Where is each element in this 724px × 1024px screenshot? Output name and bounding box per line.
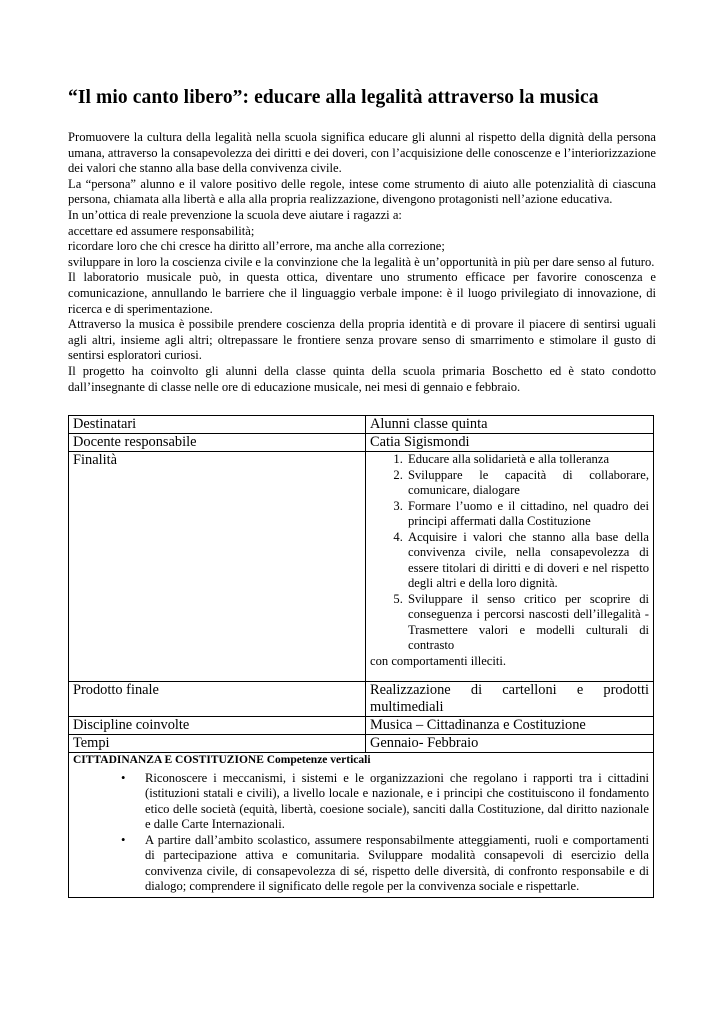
label-cell: Tempi xyxy=(69,735,366,753)
label-cell: Discipline coinvolte xyxy=(69,717,366,735)
bullet-icon: • xyxy=(121,770,126,785)
bullet-icon: • xyxy=(121,832,126,847)
list-item: 3. Formare l’uomo e il cittadino, nel quadro dei principi affermati dalla Costituzione xyxy=(406,499,649,530)
label-cell: Finalità xyxy=(69,452,366,682)
list-item xyxy=(121,770,649,833)
value-cell: Realizzazione di cartelloni e prodotti multimediali xyxy=(366,682,654,717)
paragraph: La “persona” alunno e il valore positivo delle regole, intese come strumento di aiuto alle potenzialità di ciascuna persona, chiamata alla libertà e alla alla propria realizzazione, divengono protagonisti nell’azione educativa. xyxy=(68,176,656,207)
label-cell: Destinatari xyxy=(69,416,366,434)
list-item: 4. Acquisire i valori che stanno alla base della convivenza civile, nella consapevolezza di essere titolari di diritti e di doveri e nel rispetto degli altri e della loro dignità. xyxy=(406,530,649,592)
paragraph: Attraverso la musica è possibile prendere coscienza della propria identità e di provare il piacere di sentirsi uguali agli altri, insieme agli altri; oltrepassare le frontiere senza provare senso di smarrimento e stimolare il gusto di sentirsi esploratori curiosi. xyxy=(68,317,656,363)
table-row xyxy=(69,416,654,434)
document-title: “Il mio canto libero”: educare alla legalità attraverso la musica xyxy=(68,87,599,108)
paragraph: Il progetto ha coinvolto gli alunni della classe quinta della scuola primaria Boschetto ed è stato condotto dall’insegnante di classe nelle ore di educazione musicale, nei mesi di gennaio e febbraio. xyxy=(68,363,656,394)
list-item: 2. Sviluppare le capacità di collaborare, comunicare, dialogare xyxy=(406,468,649,499)
paragraph: ricordare loro che chi cresce ha diritto all’errore, ma anche alla correzione; xyxy=(68,239,445,254)
table-row xyxy=(69,753,654,898)
table-row xyxy=(69,735,654,753)
list-item xyxy=(121,832,649,895)
finalita-list xyxy=(370,452,649,654)
paragraph: Promuovere la cultura della legalità nella scuola significa educare gli alunni al rispetto della dignità della persona umana, attraverso la consapevolezza dei diritti e dei doveri, con l’acquisizione delle conoscenze e l’interiorizzazione dei valori che stanno alla base della convivenza civile. xyxy=(68,130,656,176)
intro-text xyxy=(68,130,656,395)
paragraph: In un’ottica di reale prevenzione la scuola deve aiutare i ragazzi a: xyxy=(68,207,402,222)
paragraph: accettare ed assumere responsabilità; xyxy=(68,223,255,238)
finalita-cell xyxy=(366,452,654,682)
paragraph: Il laboratorio musicale può, in questa ottica, diventare uno strumento efficace per favorire conoscenza e comunicazione, annullando le barriere che il linguaggio verbale impone: è il luogo privilegiato di innovazione, di ricerca e di sperimentazione. xyxy=(68,270,656,316)
table-row xyxy=(69,682,654,717)
list-item: 1. Educare alla solidarietà e alla tolleranza xyxy=(406,452,649,468)
table-row xyxy=(69,717,654,735)
competenze-heading: CITTADINANZA E COSTITUZIONE Competenze verticali xyxy=(73,754,371,767)
label-cell: Docente responsabile xyxy=(69,434,366,452)
value-cell: Musica – Cittadinanza e Costituzione xyxy=(366,717,654,735)
competenze-cell xyxy=(69,753,654,898)
list-item: 5. Sviluppare il senso critico per scoprire di conseguenza i percorsi nascosti dell’illegalità -Trasmettere valori e modelli culturali di contrasto xyxy=(406,592,649,654)
value-cell: Catia Sigismondi xyxy=(366,434,654,452)
value-cell: Gennaio- Febbraio xyxy=(366,735,654,753)
paragraph: sviluppare in loro la coscienza civile e la convinzione che la legalità è un’opportunità in più per dare senso al futuro. xyxy=(68,254,655,269)
table-row xyxy=(69,434,654,452)
table-row xyxy=(69,452,654,682)
competenze-list xyxy=(73,771,649,895)
label-cell: Prodotto finale xyxy=(69,682,366,717)
project-table xyxy=(68,415,654,898)
list-item-text: Riconoscere i meccanismi, i sistemi e le organizzazioni che regolano i rapporti tra i cittadini (istituzioni statali e civili), a livello locale e nazionale, e i principi che costituiscono il fondamento etico delle società (equità, libertà, coesione sociale), sanciti dalla Costituzione, dal diritto nazionale e dalle Carte Internazionali. xyxy=(145,770,649,832)
finalita-tail: con comportamenti illeciti. xyxy=(370,653,507,668)
list-item-text: A partire dall’ambito scolastico, assumere responsabilmente atteggiamenti, ruoli e comportamenti di partecipazione attiva e comunitaria. Sviluppare modalità consapevoli di esercizio della convivenza civile, di consapevolezza di sé, rispetto delle diversità, di confronto responsabile e di dialogo; comprendere il significato delle regole per la convivenza sociale e rispettarle. xyxy=(145,832,649,894)
value-cell: Alunni classe quinta xyxy=(366,416,654,434)
